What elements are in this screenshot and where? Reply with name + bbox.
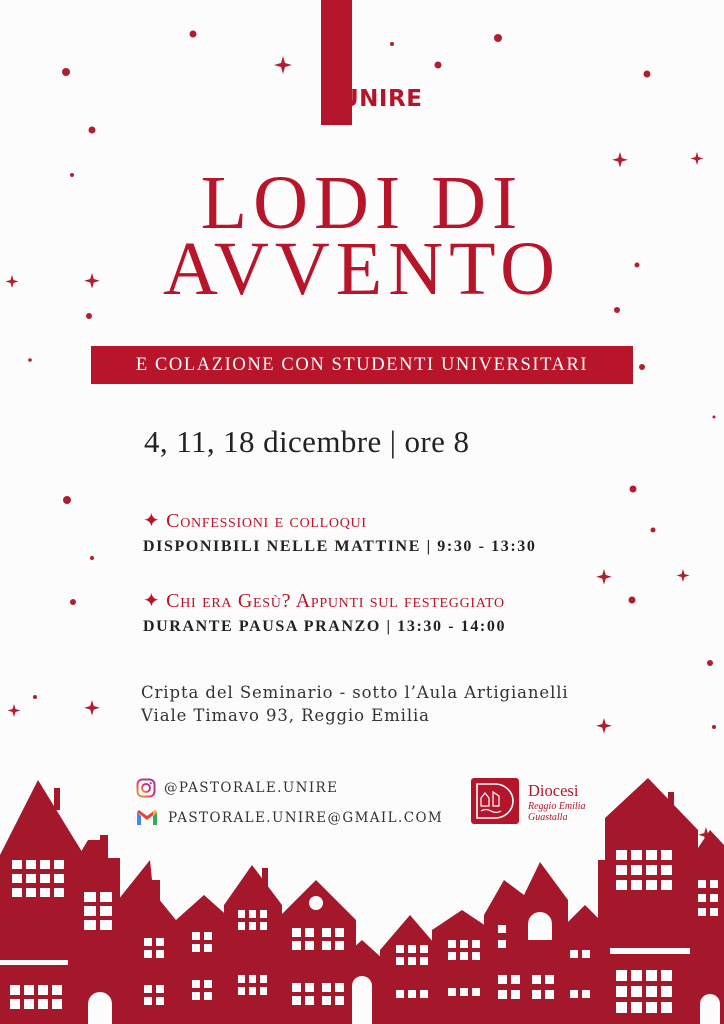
subtitle-banner: E COLAZIONE CON STUDENTI UNIVERSITARI: [91, 346, 633, 384]
diocese-subtitle-1: Reggio Emilia: [528, 801, 586, 812]
event-detail-2: DURANTE PAUSA PRANZO | 13:30 - 14:00: [143, 618, 507, 635]
event-title-2: [143, 588, 505, 613]
gmail-icon: [136, 809, 158, 827]
diocese-subtitle-2: Guastalla: [528, 812, 568, 823]
star-bullet-icon: ✦: [143, 590, 161, 612]
instagram-link[interactable]: @PASTORALE.UNIRE: [164, 780, 339, 796]
diocese-logo-icon: [471, 778, 519, 824]
address-line-1: Cripta del Seminario - sotto l’Aula Artigianelli: [141, 683, 569, 702]
email-link[interactable]: PASTORALE.UNIRE@GMAIL.COM: [168, 810, 444, 826]
event-detail-1: DISPONIBILI NELLE MATTINE | 9:30 - 13:30: [143, 538, 537, 555]
title-line-2: AVVENTO: [162, 227, 562, 311]
instagram-icon: [136, 778, 156, 798]
brand-logo: UNIRE: [340, 86, 423, 112]
diocese-name: [528, 781, 586, 823]
event-title-1: [143, 508, 367, 533]
event-title-text: Confessioni e colloqui: [166, 510, 367, 532]
diocese-title: Diocesi: [528, 781, 579, 800]
star-bullet-icon: ✦: [143, 510, 161, 532]
event-title-text: Chi era Gesù? Appunti sul festeggiato: [166, 590, 505, 612]
title-line-1: LODI DI: [200, 161, 524, 245]
address-line-2: Viale Timavo 93, Reggio Emilia: [141, 706, 430, 725]
schedule-dates: 4, 11, 18 dicembre | ore 8: [144, 424, 470, 459]
